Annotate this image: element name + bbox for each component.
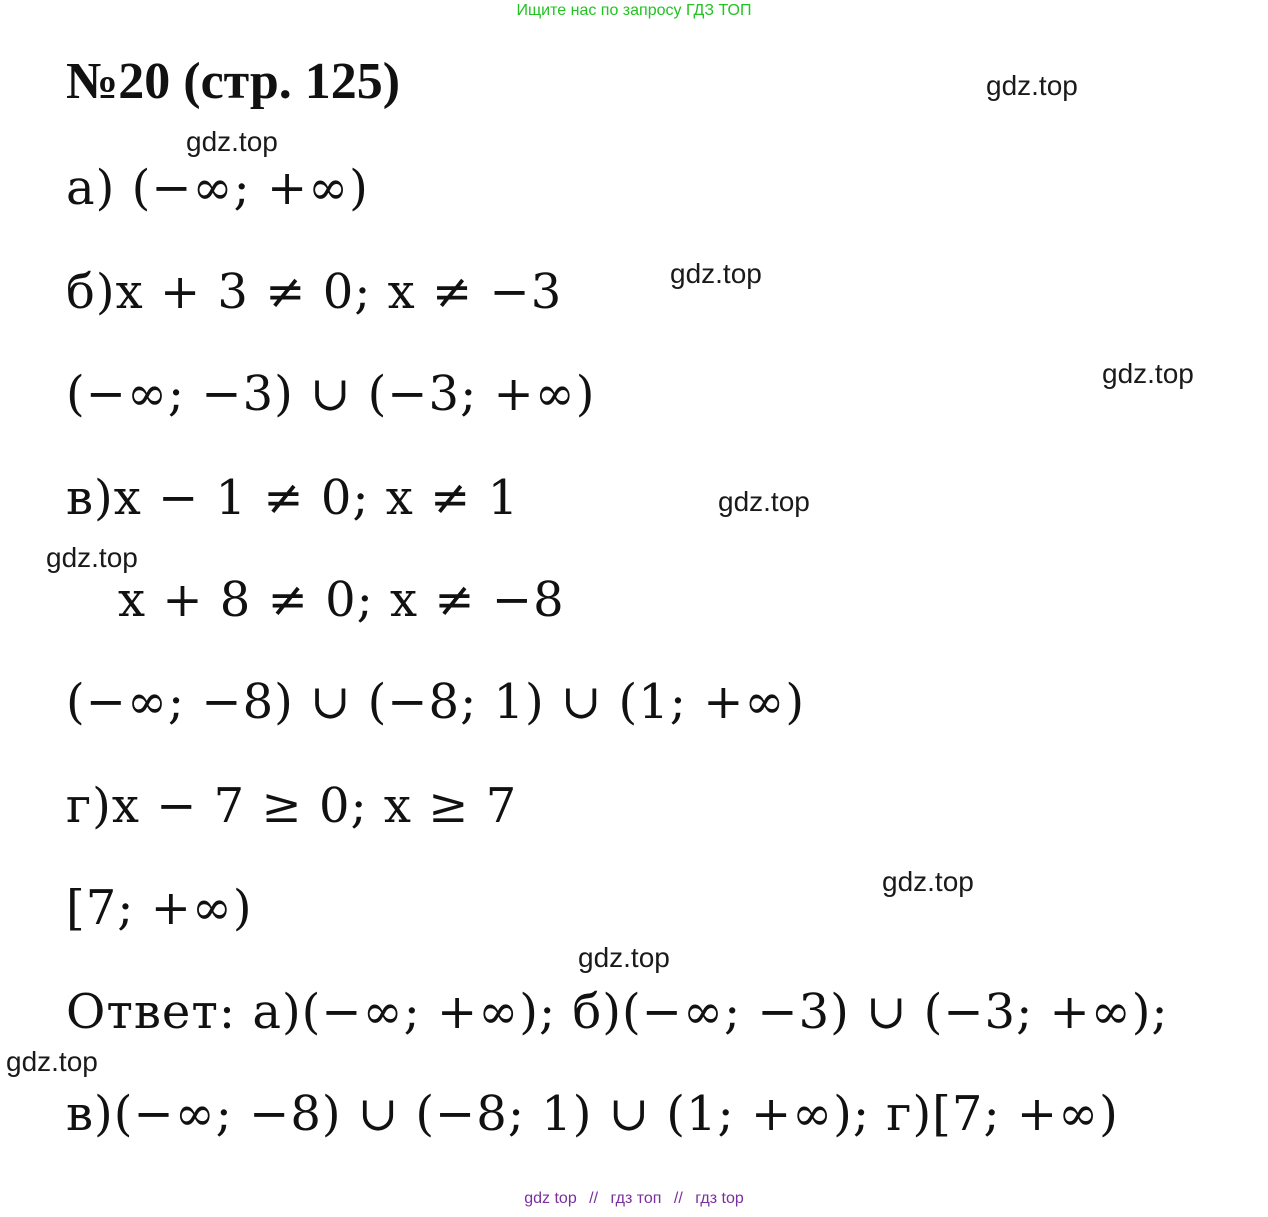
footer-link-1[interactable]: gdz top	[524, 1190, 577, 1207]
footer-separator: //	[673, 1190, 683, 1207]
solution-line-v-domain: (−∞; −8) ∪ (−8; 1) ∪ (1; +∞)	[66, 674, 806, 730]
solution-line-g-domain: [7; +∞)	[66, 880, 253, 936]
footer-links	[0, 1190, 1268, 1208]
watermark: gdz.top	[6, 1046, 98, 1077]
watermark: gdz.top	[882, 866, 974, 897]
footer-separator: //	[589, 1190, 599, 1207]
solution-line-b-domain: (−∞; −3) ∪ (−3; +∞)	[66, 366, 596, 422]
watermark: gdz.top	[578, 942, 670, 973]
top-banner: Ищите нас по запросу ГДЗ ТОП	[516, 2, 752, 19]
watermark: gdz.top	[718, 486, 810, 517]
watermark: gdz.top	[186, 126, 278, 157]
watermark: gdz.top	[1102, 358, 1194, 389]
solution-line-g-condition: г)x − 7 ≥ 0; x ≥ 7	[66, 778, 518, 834]
solution-line-v-condition-1: в)x − 1 ≠ 0; x ≠ 1	[66, 470, 520, 526]
solution-line-b-condition: б)x + 3 ≠ 0; x ≠ −3	[66, 264, 563, 320]
answer-line-1: Ответ: а)(−∞; +∞); б)(−∞; −3) ∪ (−3; +∞);	[66, 984, 1169, 1040]
solution-line-a: а) (−∞; +∞)	[66, 160, 369, 216]
footer-link-3[interactable]: гдз top	[695, 1190, 744, 1207]
watermark: gdz.top	[670, 258, 762, 289]
solution-line-v-condition-2: x + 8 ≠ 0; x ≠ −8	[118, 572, 565, 628]
footer-link-2[interactable]: гдз топ	[610, 1190, 662, 1207]
watermark: gdz.top	[46, 542, 138, 573]
page-title: №20 (стр. 125)	[66, 53, 401, 110]
watermark: gdz.top	[986, 70, 1078, 101]
answer-line-2: в)(−∞; −8) ∪ (−8; 1) ∪ (1; +∞); г)[7; +∞)	[66, 1086, 1119, 1142]
